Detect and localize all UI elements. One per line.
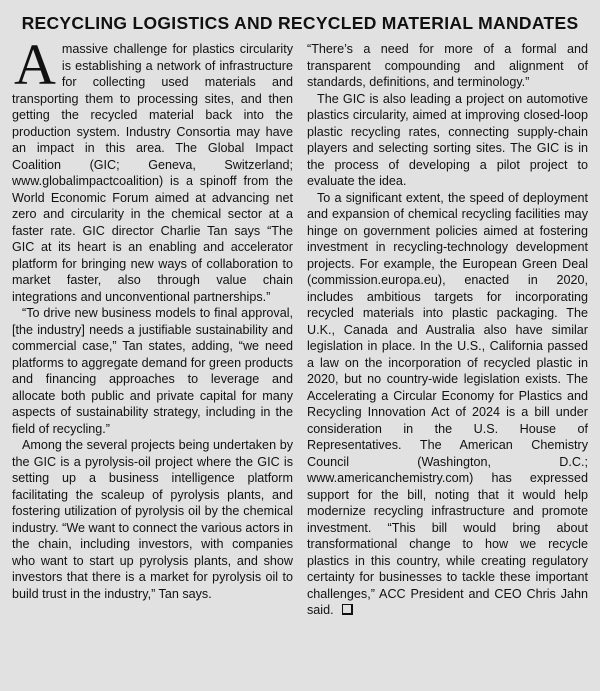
- paragraph-1-text: massive challenge for plastics circularity is establishing a network of infrastructure for collecting used materials and transporting them to processing sites, and then getting the recycled material back into the production system. Industry Consortia may have an impact in this area. The Global Impact Coalition (GIC; Geneva, Switzerland; www.globalimpactcoalition) is a spinoff from the World Economic Forum aimed at advancing net zero and circularity in the chemical sector at a faster rate. GIC director Charlie Tan says “The GIC at its heart is an enabling and accelerator platform for bringing new ways of collaboration to market faster, also through value chain integrations and unconventional partnerships.”: [12, 42, 293, 304]
- drop-cap: A: [14, 32, 56, 97]
- left-column: [12, 32, 293, 619]
- right-column: [307, 41, 588, 619]
- paragraph-4: “There’s a need for more of a formal and transparent compounding and alignment of standards, definitions, and terminology.”: [307, 42, 588, 89]
- paragraph-6: [307, 190, 588, 619]
- end-of-article-square-icon: [342, 604, 353, 615]
- paragraph-5: The GIC is also leading a project on automotive plastics circularity, aimed at improving closed-loop plastic recycling rates, connecting supply-chain players and selecting sorting sites. The GIC is in the process of developing a pilot project to evaluate the idea.: [307, 91, 588, 188]
- paragraph-2: “To drive new business models to final approval, [the industry] needs a justifiable sustainability and commercial case,” Tan states, adding, “we need platforms to aggregate demand for green products and financing approaches to leverage and allocate both public and private capital for many aspects of sustainability strategy, including in the field of recycling.”: [12, 306, 293, 436]
- paragraph-6-text: To a significant extent, the speed of deployment and expansion of chemical recycling facilities may hinge on government policies aimed at fostering investment in recycling-technology development projects. For example, the European Green Deal (commission.europa.eu), enacted in 2020, includes ambitious targets for incorporating recycled materials into plastic packaging. The U.K., Canada and Australia also have similar legislation in place. In the U.S., California passed a law on the incorporation of recycled plastic in 2020, but no country-wide legislation exists. The Accelerating a Circular Economy for Plastics and Recycling Innovation Act of 2024 is a bill under consideration in the U.S. House of Representatives. The American Chemistry Council (Washington, D.C.; www.americanchemistry.com) has expressed support for the bill, noting that it would help modernize recycling infrastructure and promote investment. “This bill would bring about transformational change to how we recycle plastics in this country, while creating regulatory certainty for businesses to tackle these important challenges,” ACC President and CEO Chris Jahn said.: [307, 190, 588, 617]
- article-title: RECYCLING LOGISTICS AND RECYCLED MATERIAL MANDATES: [21, 13, 579, 33]
- paragraph-3: Among the several projects being undertaken by the GIC is a pyrolysis-oil project where the GIC is setting up a business intelligence platform facilitating the scaleup of pyrolysis plants, and fostering utilization of pyrolysis oil by the chemical industry. “We want to connect the various actors in the chain, including investors, with companies who want to start up pyrolysis plants, and show investors that there is a market for pyrolysis oil to build trust in the industry,” Tan says.: [12, 438, 293, 601]
- article-columns: [12, 32, 588, 619]
- paragraph-1: [12, 32, 293, 305]
